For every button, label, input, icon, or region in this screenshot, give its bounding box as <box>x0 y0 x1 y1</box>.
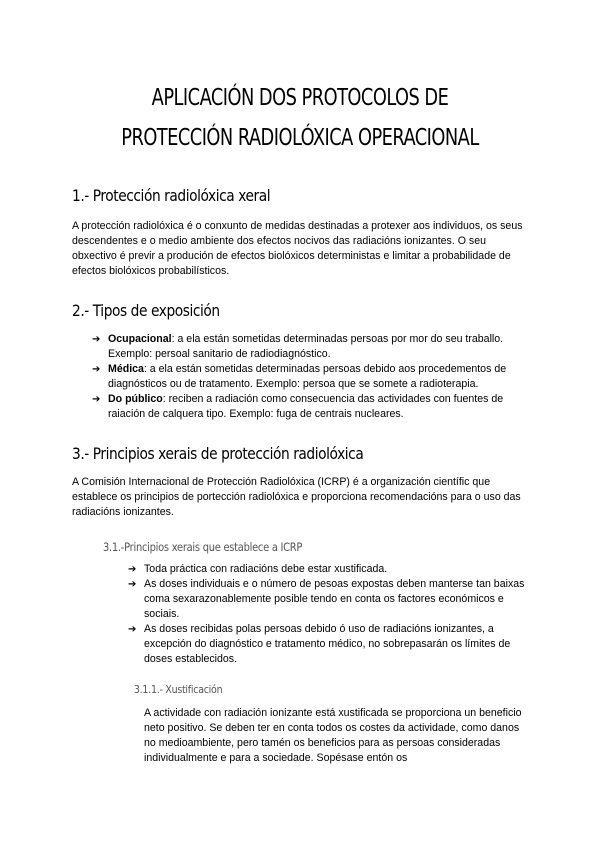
arrow-right-icon: ➔ <box>128 564 137 575</box>
arrow-right-icon: ➔ <box>92 394 101 405</box>
section-2-heading: 2.- Tipos de exposición <box>72 301 220 320</box>
title-line-1: APLICACIÓN DOS PROTOCOLOS DE <box>151 85 449 111</box>
list-item-text: : a ela están sometidas determinadas persoas por mor do seu traballo. Exemplo: persoal sanitario de radiodiagnóstico. <box>108 333 504 360</box>
section-3-heading: 3.- Principios xerais de protección radiolóxica <box>72 444 364 463</box>
list-item <box>128 577 528 622</box>
title-line-2: PROTECCIÓN RADIOLÓXICA OPERACIONAL <box>121 125 479 151</box>
icrp-principles-list <box>72 562 528 667</box>
section-1-heading: 1.- Protección radiolóxica xeral <box>72 186 271 205</box>
list-item <box>92 332 528 362</box>
list-item-term: Médica <box>108 363 144 375</box>
list-item <box>92 362 528 392</box>
list-item-text: : reciben a radiación como consecuencia das actividades con fuentes de raiación de calquera tipo. Exemplo: fuga de centrais nucleares. <box>108 393 504 420</box>
arrow-right-icon: ➔ <box>92 364 101 375</box>
arrow-right-icon: ➔ <box>92 334 101 345</box>
list-item-text: Toda práctica con radiacións debe estar xustificada. <box>144 563 388 575</box>
list-item-term: Ocupacional <box>108 333 172 345</box>
document-title <box>104 0 496 158</box>
list-item <box>92 392 528 422</box>
list-item-term: Do público <box>108 393 163 405</box>
list-item <box>128 562 528 577</box>
section-1-paragraph: A protección radiolóxica é o conxunto de medidas destinadas a protexer aos individuos, os seus descendentes e o medio ambiente dos efectos nocivos das radiacións ionizantes. O seu obxectivo é previr a produción de efectos biolóxicos deterministas e limitar a probabilidade de efectos biolóxicos probabilísticos. <box>72 220 523 277</box>
list-item-text: As doses individuais e o número de pesoas expostas deben manterse tan baixas coma sexarazonablemente posible tendo en conta os factores económicos e sociais. <box>144 578 525 620</box>
list-item <box>128 622 528 667</box>
subsection-3-1-1-heading: 3.1.1.- Xustificación <box>133 683 223 696</box>
section-3-paragraph: A Comisión Internacional de Protección Radiolóxica (ICRP) é a organización científic que establece os principios de portección radiolóxica e proporciona recomendacións para o uso das radiacións ionizantes. <box>72 476 521 518</box>
list-item-text: As doses recibidas polas persoas debido ó uso de radiacións ionizantes, a excepción do diagnóstico e tratamento médico, no sobrepasarán os límites de doses establecidos. <box>144 623 511 665</box>
list-item-text: : a ela están sometidas determinadas persoas debido aos procedementos de diagnósticos ou de tratamento. Exemplo: persoa que se somete a radioterapia. <box>108 363 507 390</box>
arrow-right-icon: ➔ <box>128 624 137 635</box>
arrow-right-icon: ➔ <box>128 579 137 590</box>
subsection-3-1-1-paragraph: A actividade con radiación ionizante está xustificada se proporciona un beneficio neto positivo. Se deben ter en conta todos os costes da actividade, como danos no medioambiente, pero tamén os beneficios para as persoas consideradas individualmente e para a sociedade. Sopésase entón os <box>144 707 522 764</box>
exposure-types-list <box>72 332 528 422</box>
subsection-3-1-heading: 3.1.-Principios xerais que establece a ICRP <box>102 540 303 554</box>
